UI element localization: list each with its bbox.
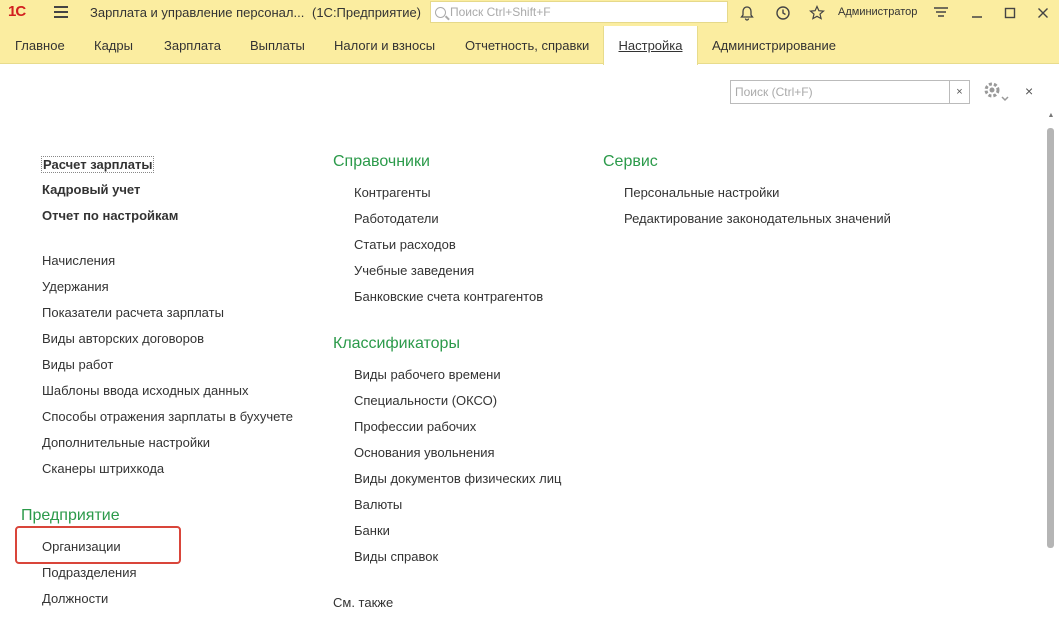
link-payroll-reflection-methods[interactable]: Способы отражения зарплаты в бухучете [42, 409, 293, 424]
link-work-time-types[interactable]: Виды рабочего времени [354, 367, 501, 382]
global-search-input[interactable] [430, 1, 728, 23]
section-panel [0, 26, 1059, 64]
link-banks[interactable]: Банки [354, 523, 390, 538]
maximize-icon[interactable] [1000, 3, 1020, 23]
link-counterparty-bank-accounts[interactable]: Банковские счета контрагентов [354, 289, 544, 304]
link-educational-institutions[interactable]: Учебные заведения [354, 263, 475, 278]
title-bar [0, 0, 1059, 26]
gear-icon[interactable] [981, 80, 1009, 104]
global-search-placeholder: Поиск Ctrl+Shift+F [450, 5, 551, 19]
link-certificate-types[interactable]: Виды справок [354, 549, 439, 564]
link-accruals[interactable]: Начисления [42, 253, 116, 268]
group-title-directories: Справочники [333, 153, 430, 170]
favorites-star-icon[interactable] [808, 4, 826, 22]
link-personal-settings[interactable]: Персональные настройки [624, 185, 780, 200]
link-payroll-calculation[interactable]: Расчет зарплаты [43, 157, 153, 172]
current-user[interactable]: Администратор [838, 6, 918, 18]
link-positions[interactable]: Должности [42, 591, 109, 606]
group-title-classifiers: Классификаторы [333, 335, 460, 352]
link-settings-report[interactable]: Отчет по настройкам [42, 208, 179, 223]
link-counterparties[interactable]: Контрагенты [354, 185, 431, 200]
link-legislative-values[interactable]: Редактирование законодательных значений [624, 211, 891, 226]
minimize-icon[interactable] [967, 3, 987, 23]
close-form-icon[interactable]: × [1025, 83, 1034, 99]
link-specialties-okso[interactable]: Специальности (ОКСО) [354, 393, 498, 408]
tab-taxes[interactable]: Налоги и взносы [334, 37, 436, 53]
main-menu-icon[interactable] [54, 6, 68, 18]
link-additional-settings[interactable]: Дополнительные настройки [42, 435, 211, 450]
link-work-types[interactable]: Виды работ [42, 357, 114, 372]
clear-search-icon[interactable]: × [949, 81, 969, 103]
tab-settings[interactable]: Настройка [603, 26, 698, 65]
link-barcode-scanners[interactable]: Сканеры штрихкода [42, 461, 165, 476]
scrollbar-thumb[interactable] [1047, 128, 1054, 548]
app-platform: (1С:Предприятие) [312, 5, 422, 20]
settings-menu-icon[interactable] [931, 3, 951, 23]
tab-hr[interactable]: Кадры [94, 37, 133, 53]
tab-payments[interactable]: Выплаты [250, 37, 305, 53]
link-worker-professions[interactable]: Профессии рабочих [354, 419, 477, 434]
scroll-up-arrow-icon[interactable]: ▲ [1047, 112, 1055, 119]
bell-icon[interactable] [738, 4, 756, 22]
link-employers[interactable]: Работодатели [354, 211, 439, 226]
search-icon [435, 7, 446, 18]
link-dismissal-grounds[interactable]: Основания увольнения [354, 445, 495, 460]
link-input-templates[interactable]: Шаблоны ввода исходных данных [42, 383, 249, 398]
tab-administration[interactable]: Администрирование [712, 37, 836, 53]
link-organizations[interactable]: Организации [42, 539, 121, 554]
link-payroll-indicators[interactable]: Показатели расчета зарплаты [42, 305, 224, 320]
app-title: Зарплата и управление персонал... [90, 5, 305, 20]
link-expense-items[interactable]: Статьи расходов [354, 237, 456, 252]
history-icon[interactable] [774, 4, 792, 22]
content-search [730, 80, 970, 104]
link-id-document-types[interactable]: Виды документов физических лиц [354, 471, 562, 486]
link-departments[interactable]: Подразделения [42, 565, 137, 580]
link-currencies[interactable]: Валюты [354, 497, 403, 512]
group-title-enterprise: Предприятие [21, 507, 120, 524]
tab-payroll[interactable]: Зарплата [164, 37, 221, 53]
tab-reports[interactable]: Отчетность, справки [465, 37, 590, 53]
group-title-service: Сервис [603, 153, 658, 170]
app-logo: 1С [8, 3, 26, 20]
link-hr-accounting[interactable]: Кадровый учет [42, 182, 141, 197]
link-deductions[interactable]: Удержания [42, 279, 109, 294]
tab-main[interactable]: Главное [15, 37, 65, 53]
content-search-input[interactable] [731, 81, 949, 103]
close-window-icon[interactable] [1033, 3, 1053, 23]
link-author-contract-types[interactable]: Виды авторских договоров [42, 331, 205, 346]
see-also-label: См. также [333, 595, 394, 610]
